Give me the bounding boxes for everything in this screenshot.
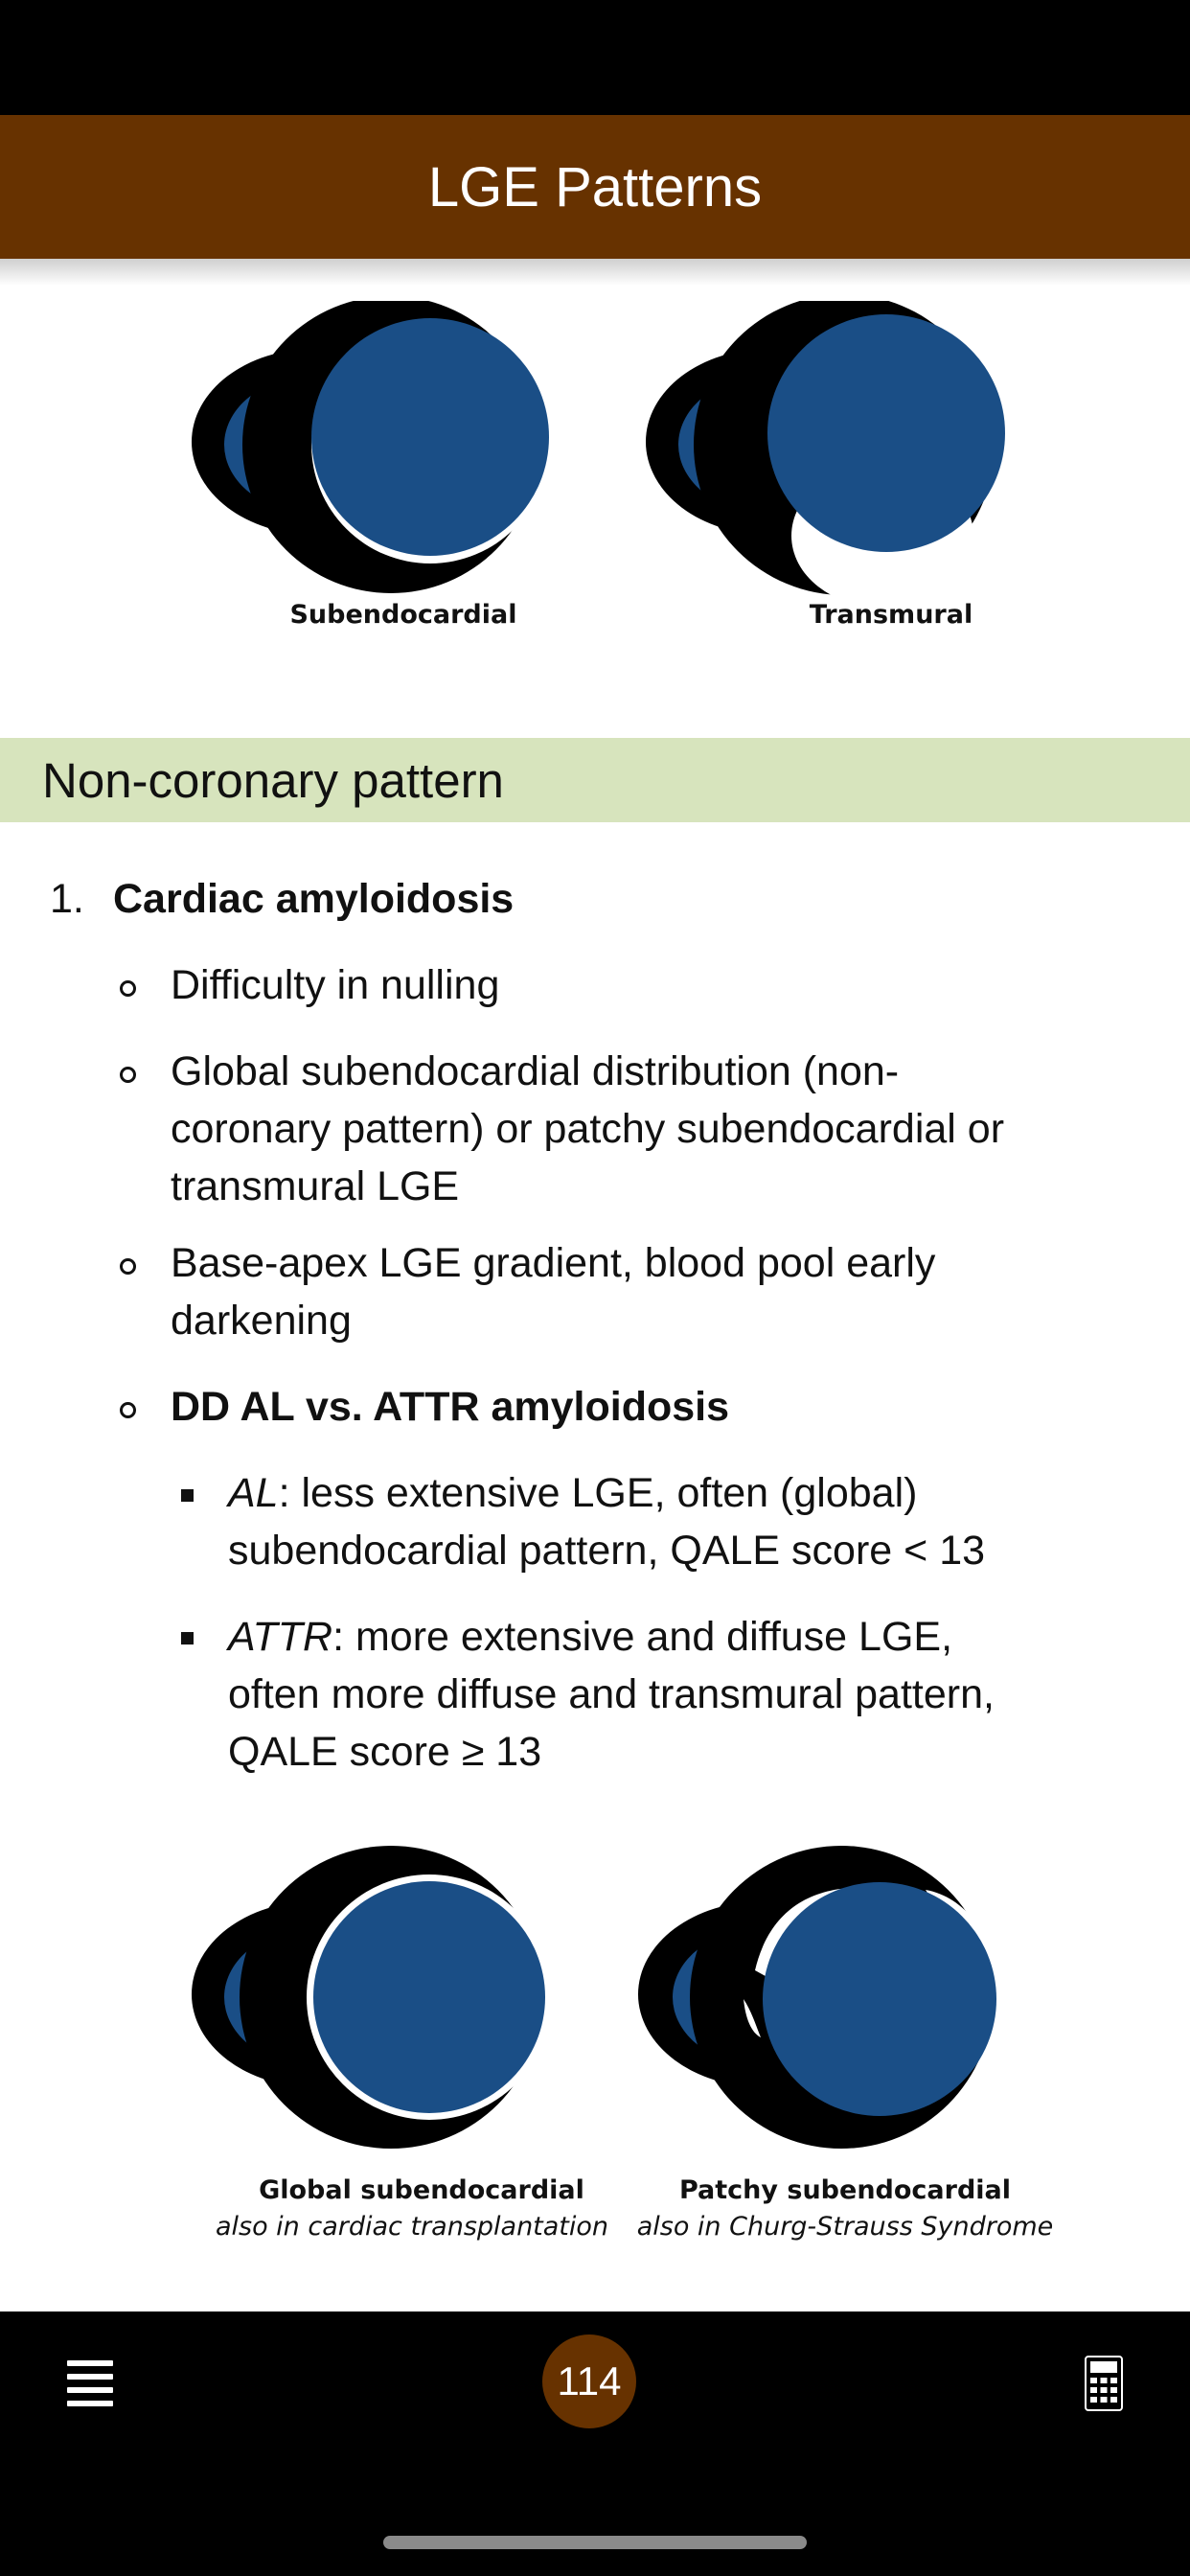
calculator-icon[interactable]: [1085, 2356, 1123, 2411]
subendocardial-caption: Subendocardial: [289, 600, 517, 630]
section-title: Non-coronary pattern: [42, 752, 504, 808]
al-line-2: subendocardial pattern, QALE score < 13: [228, 1528, 986, 1574]
transmural-caption: Transmural: [809, 600, 973, 630]
bullet-circle: [120, 980, 136, 997]
al-line-1: AL: less extensive LGE, often (global): [228, 1470, 918, 1516]
section-header: [0, 738, 1190, 822]
content-area: [0, 259, 1190, 2312]
bullet-text: Difficulty in nulling: [171, 962, 500, 1008]
bullet-square: [181, 1632, 194, 1644]
bullet-square: [181, 1489, 194, 1502]
transmural-figure: [646, 301, 1048, 608]
patchy-subendocardial-figure: [638, 1846, 1050, 2162]
header-shadow: [0, 259, 1190, 286]
bullet-text: Global subendocardial distribution (non-: [171, 1048, 900, 1094]
bullet-text: coronary pattern) or patchy subendocardial or: [171, 1106, 1005, 1152]
list-number: 1.: [50, 876, 84, 922]
header-bar: [0, 115, 1190, 259]
bullet-text: Base-apex LGE gradient, blood pool early: [171, 1240, 936, 1286]
global-subendocardial-caption: Global subendocardial: [259, 2175, 584, 2205]
bullet-text: darkening: [171, 1298, 352, 1344]
attr-line-3: QALE score ≥ 13: [228, 1729, 542, 1775]
patchy-subendocardial-subcaption: also in Churg-Strauss Syndrome: [636, 2212, 1054, 2242]
page-title: LGE Patterns: [427, 155, 763, 218]
bullet-circle: [120, 1258, 136, 1275]
hamburger-menu-icon[interactable]: [67, 2358, 115, 2406]
bullet-text: transmural LGE: [171, 1163, 460, 1209]
bullet-text: DD AL vs. ATTR amyloidosis: [171, 1384, 729, 1430]
subendocardial-figure: [192, 301, 594, 608]
home-indicator[interactable]: [383, 2536, 807, 2549]
attr-line-1: ATTR: more extensive and diffuse LGE,: [228, 1614, 953, 1660]
bullet-circle: [120, 1067, 136, 1083]
patchy-subendocardial-caption: Patchy subendocardial: [678, 2175, 1012, 2205]
attr-line-2: often more diffuse and transmural pattern,: [228, 1671, 995, 1717]
list-heading: Cardiac amyloidosis: [113, 876, 515, 922]
global-subendocardial-subcaption: also in cardiac transplantation: [215, 2212, 609, 2242]
global-subendocardial-figure: [192, 1846, 594, 2162]
bullet-circle: [120, 1402, 136, 1418]
page-number-badge[interactable]: 114: [542, 2334, 636, 2428]
status-bar: [0, 0, 1190, 115]
